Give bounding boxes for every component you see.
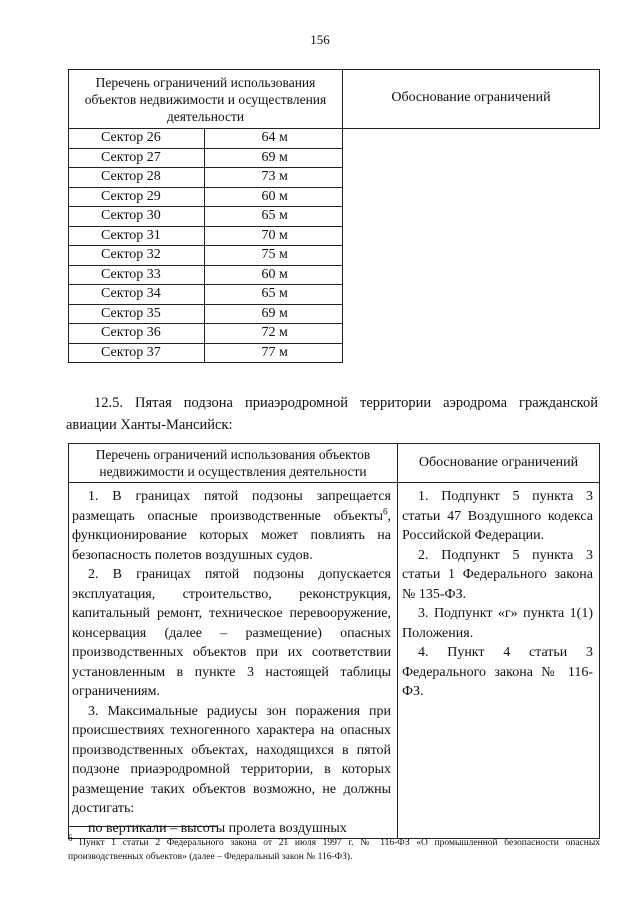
- sector-cell: Сектор 27: [69, 148, 205, 168]
- distance-cell: 65 м: [205, 207, 343, 227]
- restriction-item-3: 3. Максимальные радиусы зон поражения при происшествиях техногенного характера на опасных производственных объектах, находящихся в пятой подзоне приаэродромной территории, в которых размещение таких объектов возможно, не должны достигать:: [72, 703, 391, 816]
- header-justification: Обоснование ограничений: [398, 444, 600, 483]
- table-row: [69, 324, 600, 344]
- footnote-mark: 6: [68, 832, 73, 843]
- justification-cell: [398, 483, 600, 839]
- distance-cell: 77 м: [205, 343, 343, 363]
- sector-cell: Сектор 31: [69, 226, 205, 246]
- sector-cell: Сектор 29: [69, 187, 205, 207]
- sector-restrictions-table: [68, 69, 600, 363]
- sector-cell: Сектор 36: [69, 324, 205, 344]
- section-heading-text: 12.5. Пятая подзона приаэродромной территории аэродрома гражданской авиации Ханты-Мансийск:: [66, 395, 598, 433]
- table-row: [69, 148, 600, 168]
- table-row: [69, 343, 600, 363]
- footnote-ref: 6: [383, 505, 388, 516]
- table-row: [69, 265, 600, 285]
- footnote: [68, 832, 600, 864]
- distance-cell: 72 м: [205, 324, 343, 344]
- header-justification: [343, 70, 600, 129]
- restriction-item-3-vertical: по вертикали – высоты пролета воздушных: [88, 820, 347, 836]
- sector-cell: Сектор 33: [69, 265, 205, 285]
- table-row: [69, 168, 600, 188]
- table-row: [69, 187, 600, 207]
- page-number: 156: [310, 32, 330, 47]
- sector-cell: Сектор 28: [69, 168, 205, 188]
- table-row: [69, 226, 600, 246]
- footnote-divider: [68, 826, 218, 827]
- distance-cell: 64 м: [205, 129, 343, 149]
- justification-item-2: 2. Подпункт 5 пункта 3 статьи 1 Федерального закона № 135-ФЗ.: [402, 547, 593, 602]
- restriction-item-2: 2. В границах пятой подзоны допускается эксплуатация, строительство, реконструкция, капитальный ремонт, техническое перевооружение, консервация (далее – размещение) опасных производственных объектов при их соответствии установленным в пункте 3 настоящей таблицы ограничениям.: [72, 567, 391, 699]
- sector-cell: Сектор 32: [69, 246, 205, 266]
- header-restrictions-list: Перечень ограничений использования объектов недвижимости и осуществления деятельности: [69, 70, 343, 129]
- table-row: [69, 304, 600, 324]
- justification-item-4: 4. Пункт 4 статьи 3 Федерального закона № 116-ФЗ.: [402, 645, 593, 699]
- distance-cell: 69 м: [205, 148, 343, 168]
- distance-cell: 75 м: [205, 246, 343, 266]
- distance-cell: 69 м: [205, 304, 343, 324]
- sector-cell: Сектор 37: [69, 343, 205, 363]
- justification-item-3: 3. Подпункт «г» пункта 1(1) Положения.: [402, 606, 593, 641]
- distance-cell: 73 м: [205, 168, 343, 188]
- table-body-row: [69, 483, 600, 839]
- subzone5-restrictions-table: [68, 443, 600, 839]
- header-justification-label: Обоснование ограничений: [391, 90, 551, 105]
- table-row: [69, 207, 600, 227]
- restrictions-cell: [69, 483, 398, 839]
- distance-cell: 60 м: [205, 187, 343, 207]
- distance-cell: 60 м: [205, 265, 343, 285]
- table-header-row: [69, 444, 600, 483]
- footnote-text: Пункт 1 статьи 2 Федерального закона от 21 июля 1997 г. № 116-ФЗ «О промышленной безопасности опасных производственных объектов» (далее – Федеральный закон № 116-ФЗ).: [68, 838, 600, 862]
- restriction-item-1: 1. В границах пятой подзоны запрещается размещать опасные производственные объекты$^6$, функционирование которых может повлиять на безопасность полетов воздушных судов.: [72, 489, 391, 563]
- distance-cell: 70 м: [205, 226, 343, 246]
- sector-cell: Сектор 35: [69, 304, 205, 324]
- table-header-row: [69, 70, 600, 129]
- header-restrictions-list: Перечень ограничений использования объектов недвижимости и осуществления деятельности: [69, 444, 398, 483]
- table-row: [69, 285, 600, 305]
- table-row: [69, 129, 600, 149]
- distance-cell: 65 м: [205, 285, 343, 305]
- section-heading: [66, 392, 598, 436]
- sector-cell: Сектор 30: [69, 207, 205, 227]
- justification-item-1: 1. Подпункт 5 пункта 3 статьи 47 Воздушного кодекса Российской Федерации.: [402, 489, 593, 543]
- table-row: [69, 246, 600, 266]
- sector-cell: Сектор 34: [69, 285, 205, 305]
- sector-cell: Сектор 26: [69, 129, 205, 149]
